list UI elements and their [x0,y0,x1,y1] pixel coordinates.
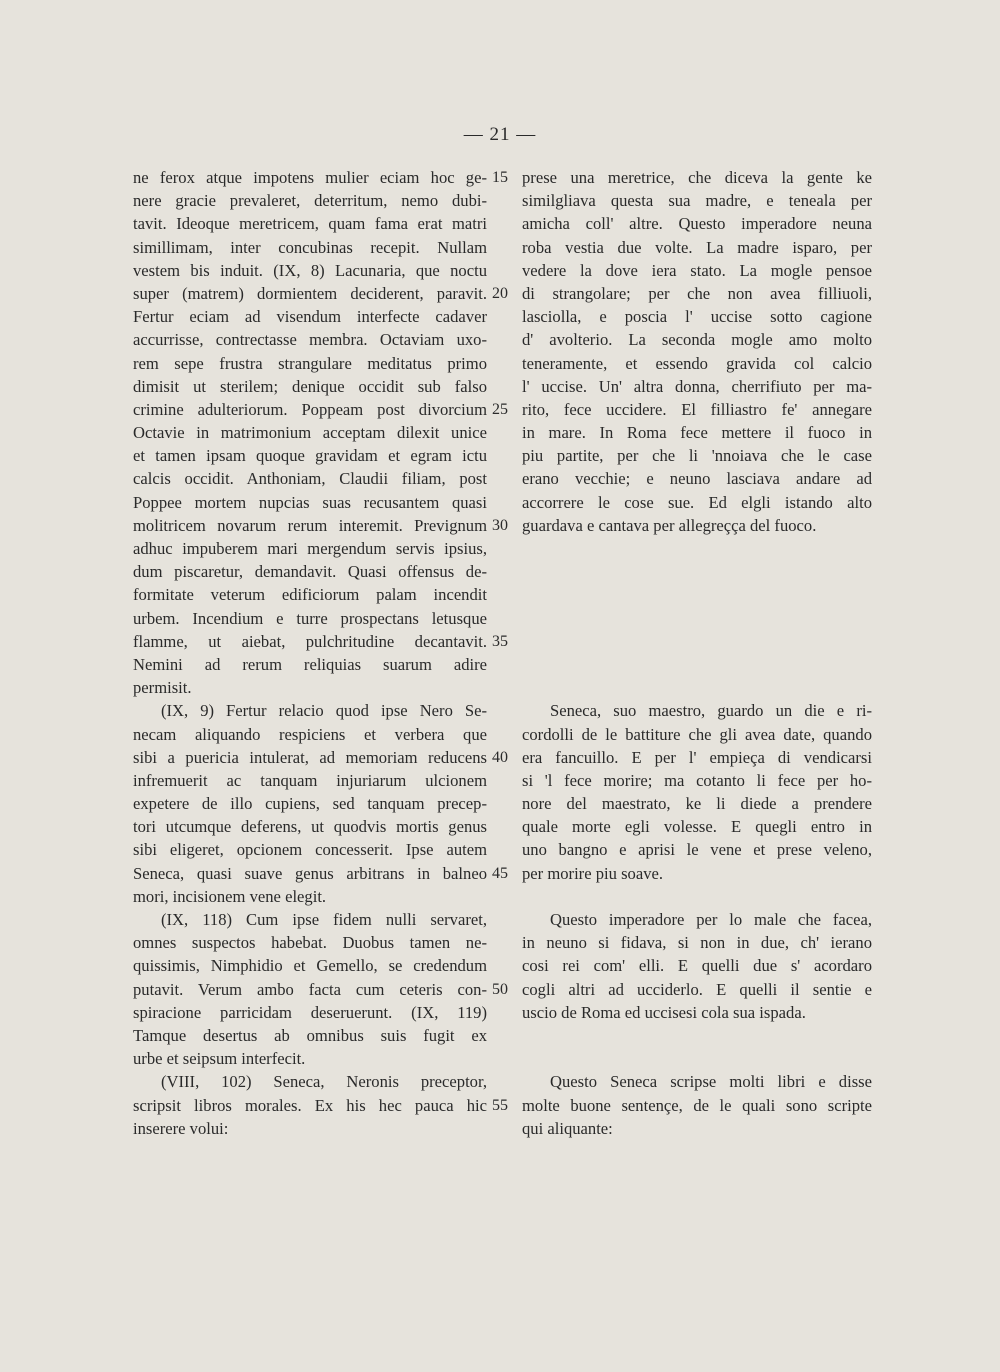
italian-text-line: guardava e cantava per allegreçça del fuoco. [522,515,817,535]
latin-text-line: calcis occidit. Anthoniam, Claudii filiam, post [133,469,487,489]
line-number [492,676,520,699]
latin-text-line: et tamen ipsam quoque gravidam et egram ictu [133,446,487,466]
latin-text-line: (VIII, 102) Seneca, Neronis preceptor, [161,1072,487,1092]
italian-text-line: qui aliquante: [522,1118,613,1138]
line-number [492,769,520,792]
line-number [492,537,520,560]
italian-text-line: similgliava questa sua madre, e teneala per [522,191,872,211]
latin-text-line: sibi a puericia intulerat, ad memoriam reducens [133,747,487,767]
latin-text-line: tavit. Ideoque meretricem, quam fama erat matri [133,214,487,234]
line-number: 25 [492,400,508,418]
line-number [492,653,520,676]
italian-text-line: roba vestia due volte. La madre isparo, per [522,237,872,257]
latin-text-line: simillimam, inter concubinas recepit. Nullam [133,237,487,257]
latin-text-line: super (matrem) dormientem deciderent, paravit. [133,283,487,303]
italian-text-line: prese una meretrice, che diceva la gente ke [522,168,872,187]
latin-text-line: ne ferox atque impotens mulier eciam hoc ge- [133,168,487,187]
latin-text-line: (IX, 118) Cum ipse fidem nulli servaret, [161,910,487,929]
italian-text-line [522,885,872,908]
italian-column [522,166,872,1140]
italian-text-line: nore del maestrato, ke li diede a prendere [522,794,872,814]
latin-text-line: urbem. Incendium e turre prospectans letusque [133,608,487,628]
line-number: 55 [492,1096,508,1114]
line-number [492,931,520,954]
line-number [492,328,520,351]
latin-text-line: mori, incisionem vene elegit. [133,886,327,906]
line-number [492,375,520,398]
line-number [492,885,520,908]
latin-text-line: omnes suspectos habebat. Duobus tamen ne- [133,933,487,953]
latin-text-line: putavit. Verum ambo facta cum ceteris con- [133,979,487,999]
italian-text-line [522,607,872,630]
italian-text-line: cordolli de le battiture che gli avea date, quando [522,724,872,744]
line-number [492,838,520,861]
italian-text-line: molte buone sentençe, de le quali sono scripte [522,1095,872,1115]
latin-text-line: urbe et seipsum interfecit. [133,1049,306,1069]
latin-text-line: dimisit ut sterilem; denique occidit sub falso [133,376,487,396]
italian-text-line [522,583,872,606]
line-number [492,1024,520,1047]
latin-text-line: vestem bis induit. (IX, 8) Lacunaria, que noctu [133,260,487,280]
italian-text-line: erano vecchie; e neuno lasciava andare ad [522,469,872,489]
latin-text-line: inserere volui: [133,1118,229,1138]
latin-text-line: sibi eligeret, opcionem concesserit. Ipse autem [133,840,487,860]
latin-text-line: formitate veterum edificiorum palam incendit [133,585,487,605]
italian-text-line [522,630,872,653]
italian-text-line: Questo imperadore per lo male che facea, [550,910,872,929]
line-number [492,467,520,490]
italian-text-line: cosi rei com' elli. E quelli due s' acordaro [522,956,872,976]
latin-text-line: Octavie in matrimonium acceptam dilexit unice [133,423,487,443]
italian-text-line [522,653,872,676]
italian-text-line: si 'l fece morire; ma cotanto li fece per ho- [522,770,872,790]
line-number [492,723,520,746]
latin-text-line: expetere de illo cupiens, sed tanquam precep- [133,794,487,814]
latin-text-line: spiracione parricidam deseruerunt. (IX, 119) [133,1002,487,1022]
italian-text-line: uno bangno e aprisi le vene et prese veleno, [522,840,872,860]
line-number [492,607,520,630]
line-number: 30 [492,516,508,534]
italian-text-line: lasciolla, e poscia l' uccise sotto cagione [522,307,872,327]
italian-text-line [522,1024,872,1047]
line-number [492,305,520,328]
italian-text-line: Questo Seneca scripse molti libri e disse [550,1072,872,1092]
latin-column [133,166,487,1140]
line-number [492,560,520,583]
line-number-column [492,166,520,1140]
line-number [492,236,520,259]
line-number [492,259,520,282]
italian-text-line: rito, fece uccidere. El filliastro fe' annegare [522,399,872,419]
italian-text-line: amicha coll' altre. Questo imperadore neuna [522,214,872,234]
latin-text-line: infremuerit ac tanquam injuriarum ulcionem [133,770,487,790]
line-number [492,352,520,375]
latin-text-line: dum piscaretur, demandavit. Quasi offensus de- [133,562,487,582]
italian-text-line: accorrere le cose sue. Ed elgli istando alto [522,492,872,512]
line-number: 50 [492,980,508,998]
italian-text-line [522,676,872,699]
latin-text-line: necam aliquando respiciens et verbera que [133,724,487,744]
latin-text-line: Fertur eciam ad visendum interfecte cadaver [133,307,487,327]
line-number [492,908,520,931]
line-number: 40 [492,748,508,766]
line-number [492,1070,520,1093]
line-number [492,421,520,444]
latin-text-line: nere gracie prevaleret, deterritum, nemo dubi- [133,191,487,211]
line-number: 35 [492,632,508,650]
latin-text-line: Nemini ad rerum reliquias suarum adire [133,654,487,674]
line-number [492,189,520,212]
latin-text-line: scripsit libros morales. Ex his hec pauca hic [133,1095,487,1115]
latin-text-line: flamme, ut aiebat, pulchritudine decantavit. [133,631,487,651]
line-number [492,792,520,815]
latin-text-line: permisit. [133,678,192,698]
italian-text-line: era fancuillo. E per l' empieça di vendicarsi [522,747,872,767]
page-number: — 21 — [463,124,537,145]
latin-text-line: molitricem novarum rerum interemit. Prevignum [133,515,487,535]
line-number [492,699,520,722]
line-number: 20 [492,284,508,302]
italian-text-line: d' avolterio. La seconda mogle amo molto [522,330,872,350]
latin-text-line: Poppee mortem nupcias suas recusantem quasi [133,492,487,512]
italian-text-line: di strangolare; per che non avea filliuoli, [522,283,872,303]
italian-text-line [522,537,872,560]
latin-text-line: (IX, 9) Fertur relacio quod ipse Nero Se- [161,701,487,721]
line-number [492,212,520,235]
line-number [492,1047,520,1070]
line-number [492,1117,520,1140]
latin-text-line: rem sepe frustra strangulare meditatus primo [133,353,487,373]
latin-text-line: accurrisse, contrectasse membra. Octaviam uxo- [133,330,487,350]
line-number [492,815,520,838]
italian-text-line: quale morte egli volesse. E quegli entro in [522,817,872,837]
line-number [492,583,520,606]
italian-text-line: piu partite, per che li 'nnoiava che le case [522,446,872,466]
italian-text-line: per morire piu soave. [522,863,663,883]
latin-text-line: quissimis, Nimphidio et Gemello, se credendum [133,956,487,976]
line-number: 15 [492,169,508,186]
italian-text-line: in neuno si fidava, si non in due, ch' ierano [522,933,872,953]
italian-text-line: uscio de Roma ed uccisesi cola sua ispada. [522,1002,806,1022]
italian-text-line: cogli altri ad ucciderlo. E quelli il sentie e [522,979,872,999]
italian-text-line [522,1047,872,1070]
latin-text-line: crimine adulteriorum. Poppeam post divorcium [133,399,487,419]
italian-text-line: in mare. In Roma fece mettere il fuoco in [522,423,872,443]
line-number [492,444,520,467]
italian-text-line: Seneca, suo maestro, guardo un die e ri- [550,701,872,721]
italian-text-line: l' uccise. Un' altra donna, cherrifiuto per ma- [522,376,872,396]
italian-text-line [522,560,872,583]
latin-text-line: adhuc impuberem mari mergendum servis ipsius, [133,539,487,558]
italian-text-line: teneramente, et essendo gravida col calcio [522,353,872,373]
italian-text-line: vedere la dove iera stato. La mogle pensoe [522,260,872,280]
latin-text-line: Seneca, quasi suave genus arbitrans in balneo [133,863,487,883]
line-number [492,491,520,514]
line-number [492,954,520,977]
latin-text-line: Tamque desertus ab omnibus suis fugit ex [133,1025,487,1045]
line-number: 45 [492,864,508,882]
line-number [492,1001,520,1024]
latin-text-line: tori utcumque deferens, ut quodvis mortis genus [133,817,487,837]
